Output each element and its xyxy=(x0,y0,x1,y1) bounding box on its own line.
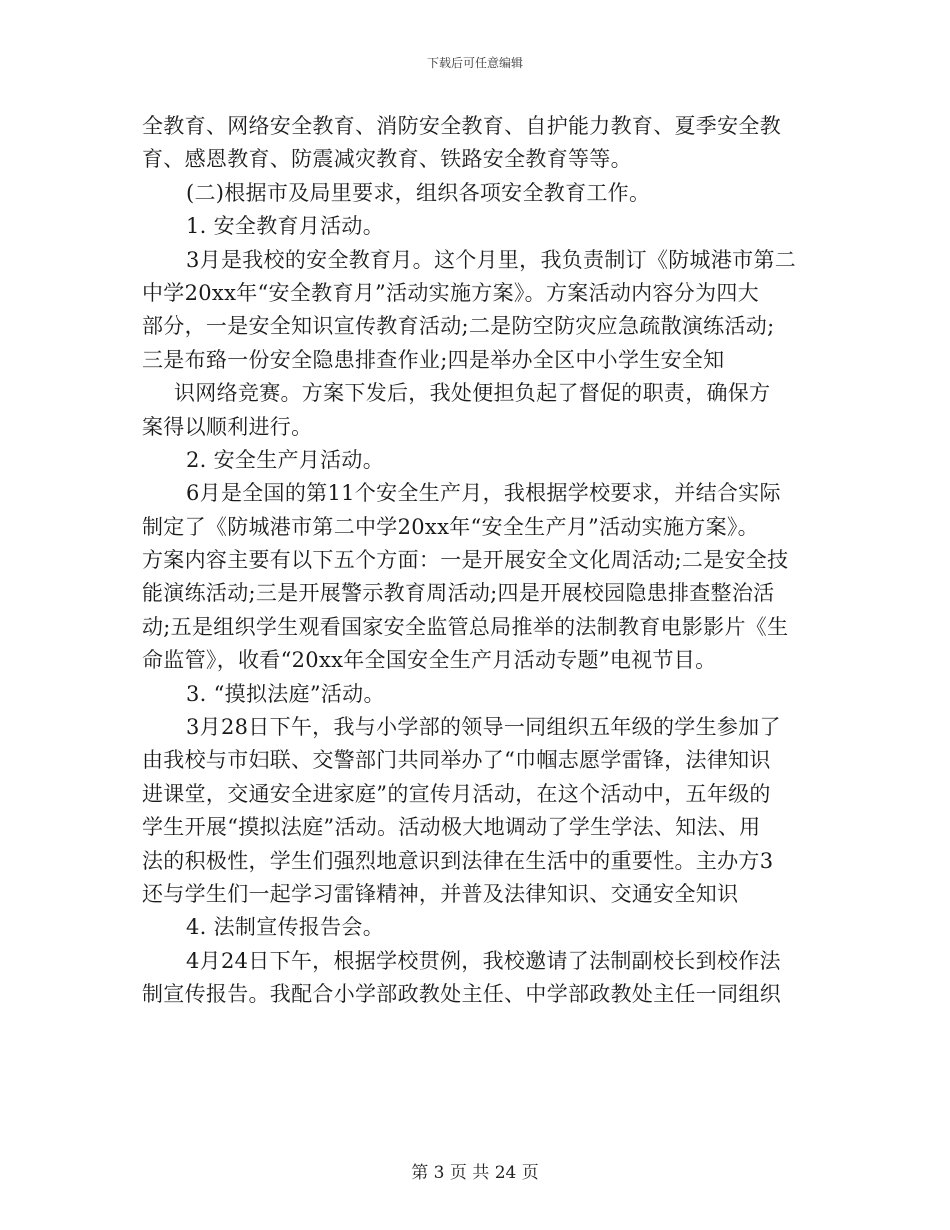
text-line: 制宣传报告。我配合小学部政教处主任、中学部政教处主任一同组织 xyxy=(142,982,781,1007)
text-line: 动;五是组织学生观看国家安全监管总局推举的法制教育电影影片《生 xyxy=(142,614,789,639)
text-line: 育、感恩教育、防震减灾教育、铁路安全教育等等。 xyxy=(142,147,632,172)
document-body xyxy=(142,110,814,1012)
text-line: 法的积极性，学生们强烈地意识到法律在生活中的重要性。主办方3 xyxy=(142,848,774,873)
text-line: (二)根据市及局里要求，组织各项安全教育工作。 xyxy=(186,180,651,205)
text-line: 3月28日下午，我与小学部的领导一同组织五年级的学生参加了 xyxy=(186,715,781,740)
text-line: 由我校与市妇联、交警部门共同举办了“巾帼志愿学雷锋，法律知识 xyxy=(142,748,771,773)
text-line: 4. 法制宣传报告会。 xyxy=(186,915,385,940)
page-number-footer: 第 3 页 共 24 页 xyxy=(411,1163,539,1183)
page-header: 下载后可任意编辑 xyxy=(426,56,523,70)
text-line: 4月24日下午，根据学校贯例，我校邀请了法制副校长到校作法 xyxy=(186,948,781,973)
text-line: 1. 安全教育月活动。 xyxy=(186,214,385,239)
text-line: 还与学生们一起学习雷锋精神，并普及法律知识、交通安全知识 xyxy=(142,881,739,906)
text-line: 3. “摸拟法庭”活动。 xyxy=(186,681,385,706)
text-line: 全教育、网络安全教育、消防安全教育、自护能力教育、夏季安全教 xyxy=(142,114,781,138)
text-line: 中学20xx年“安全教育月”活动实施方案》。方案活动内容分为四大 xyxy=(142,280,759,305)
text-line: 2. 安全生产月活动。 xyxy=(186,447,385,472)
text-line: 6月是全国的第11个安全生产月，我根据学校要求，并结合实际 xyxy=(186,481,781,506)
text-line: 3月是我校的安全教育月。这个月里，我负责制订《防城港市第二 xyxy=(186,247,797,272)
text-line: 能演练活动;三是开展警示教育周活动;四是开展校园隐患排查整治活 xyxy=(142,581,775,606)
text-line: 命监管》，收看“20xx年全国安全生产月活动专题”电视节目。 xyxy=(142,648,717,673)
text-line: 部分，一是安全知识宣传教育活动;二是防空防灾应急疏散演练活动; xyxy=(142,314,775,339)
text-line: 识网络竞赛。方案下发后，我处便担负起了督促的职责，确保方 xyxy=(174,381,771,406)
text-line: 学生开展“摸拟法庭”活动。活动极大地调动了学生学法、知法、用 xyxy=(142,815,761,840)
text-line: 案得以顺利进行。 xyxy=(142,414,313,439)
text-line: 进课堂，交通安全进家庭”的宣传月活动，在这个活动中，五年级的 xyxy=(142,781,771,806)
text-line: 三是布臵一份安全隐患排查作业;四是举办全区中小学生安全知 xyxy=(142,347,725,372)
text-line: 方案内容主要有以下五个方面：一是开展安全文化周活动;二是安全技 xyxy=(142,548,789,573)
text-line: 制定了《防城港市第二中学20xx年“安全生产月”活动实施方案》。 xyxy=(142,514,759,539)
